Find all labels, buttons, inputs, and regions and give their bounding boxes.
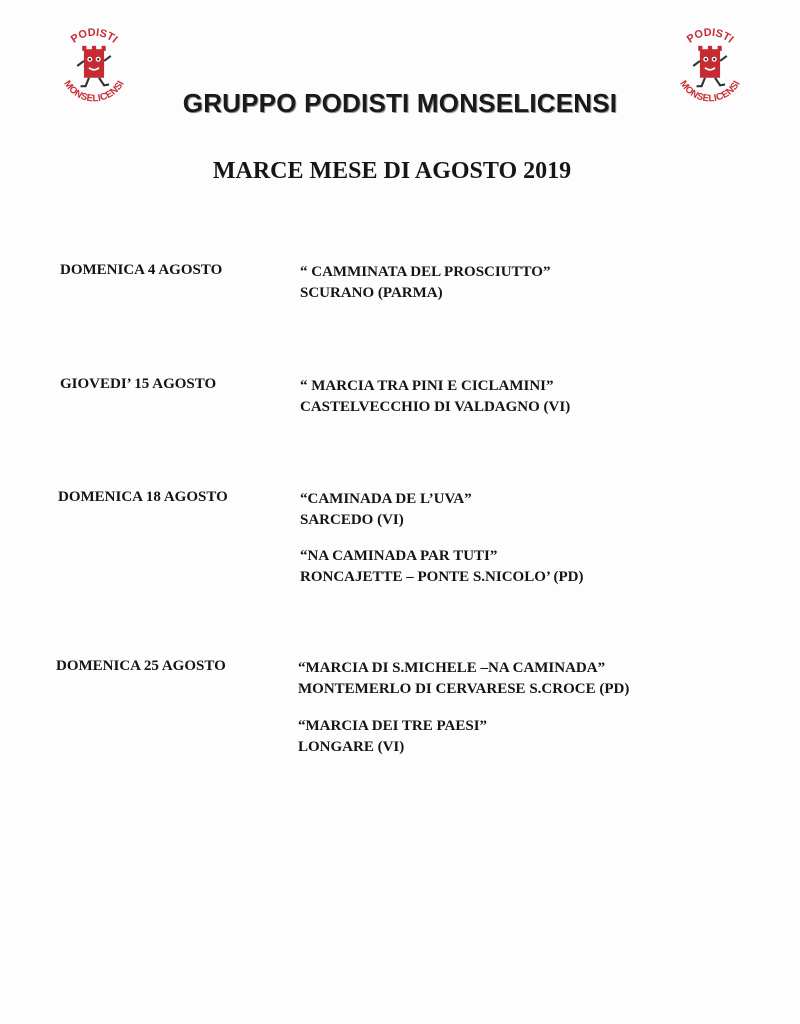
page-title: MARCE MESE DI AGOSTO 2019 <box>212 158 572 184</box>
event-date: DOMENICA 4 AGOSTO <box>60 262 223 278</box>
walk-name: “MARCIA DI S.MICHELE –NA CAMINADA” <box>298 660 606 676</box>
walk-name: “CAMINADA DE L’UVA” <box>300 491 472 507</box>
svg-text:MONSELICENSI: MONSELICENSI <box>677 78 743 105</box>
event-date: GIOVEDI’ 15 AGOSTO <box>60 376 217 392</box>
walk-name: “ MARCIA TRA PINI E CICLAMINI” <box>300 378 554 394</box>
walk-place: RONCAJETTE – PONTE S.NICOLO’ (PD) <box>300 569 584 585</box>
walk-place: SCURANO (PARMA) <box>300 285 443 301</box>
walk-place: SARCEDO (VI) <box>300 512 404 528</box>
walk-item <box>298 716 487 758</box>
walk-place: CASTELVECCHIO DI VALDAGNO (VI) <box>300 399 571 415</box>
walk-item <box>298 658 629 700</box>
walk-name: “MARCIA DEI TRE PAESI” <box>298 718 488 734</box>
walk-item <box>300 489 472 531</box>
walk-item <box>300 546 584 588</box>
walk-item <box>300 262 550 304</box>
walk-item <box>300 376 570 418</box>
walk-place: LONGARE (VI) <box>298 739 405 755</box>
svg-text:PODISTI: PODISTI <box>68 26 120 46</box>
event-date: DOMENICA 18 AGOSTO <box>58 489 228 505</box>
event-date: DOMENICA 25 AGOSTO <box>56 658 226 674</box>
club-name-heading: GRUPPO PODISTI MONSELICENSI <box>182 88 618 118</box>
walk-name: “NA CAMINADA PAR TUTI” <box>300 548 498 564</box>
walk-name: “ CAMMINATA DEL PROSCIUTTO” <box>300 264 551 280</box>
walk-place: MONTEMERLO DI CERVARESE S.CROCE (PD) <box>298 681 630 697</box>
svg-text:MONSELICENSI: MONSELICENSI <box>61 78 127 105</box>
svg-text:PODISTI: PODISTI <box>684 26 736 46</box>
